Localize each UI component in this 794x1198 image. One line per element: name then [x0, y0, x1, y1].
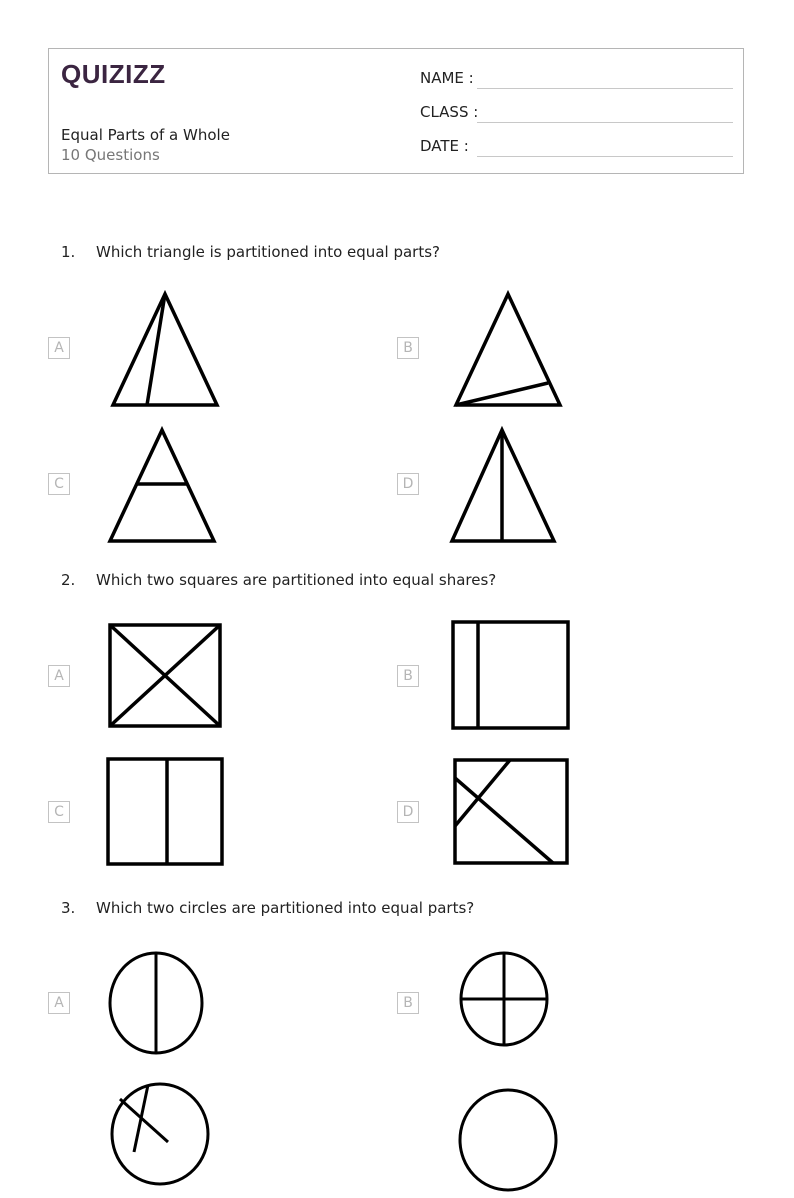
circle-quarters-figure [457, 950, 551, 1048]
quizizz-logo: QUIZIZZ [61, 59, 166, 89]
square-unequal-crossing-lines-figure [453, 758, 571, 866]
name-field[interactable] [420, 69, 474, 87]
question-number: 1. [61, 243, 76, 261]
date-field[interactable] [420, 137, 469, 155]
question-2 [61, 571, 496, 589]
question-count: 10 Questions [61, 146, 160, 164]
worksheet-header [48, 48, 744, 174]
worksheet-title: Equal Parts of a Whole [61, 126, 230, 144]
option-d-box[interactable]: D [397, 801, 419, 823]
option-a-box[interactable]: A [48, 337, 70, 359]
option-c-box[interactable]: C [48, 801, 70, 823]
date-input-line[interactable] [477, 156, 733, 157]
question-number: 3. [61, 899, 76, 917]
option-a-box[interactable]: A [48, 992, 70, 1014]
question-1 [61, 243, 440, 261]
option-a-box[interactable]: A [48, 665, 70, 687]
circle-vertical-diameter-figure [106, 950, 206, 1056]
circle-figure [456, 1088, 560, 1198]
name-label: NAME : [420, 69, 474, 87]
class-label: CLASS : [420, 103, 479, 121]
date-label: DATE : [420, 137, 469, 155]
triangle-unequal-slanted-line-figure [110, 290, 220, 410]
question-text: Which two squares are partitioned into equal shares? [96, 571, 497, 589]
class-input-line[interactable] [477, 122, 733, 123]
option-d-box[interactable]: D [397, 473, 419, 495]
option-b-box[interactable]: B [397, 337, 419, 359]
triangle-unequal-corner-line-figure [453, 290, 563, 410]
question-number: 2. [61, 571, 76, 589]
question-3 [61, 899, 474, 917]
triangle-vertical-center-line-figure [449, 426, 559, 546]
square-vertical-center-line-figure [106, 757, 226, 867]
question-text: Which triangle is partitioned into equal parts? [96, 243, 440, 261]
circle-unequal-lines-figure [108, 1082, 212, 1192]
option-b-box[interactable]: B [397, 665, 419, 687]
option-b-box[interactable]: B [397, 992, 419, 1014]
option-c-box[interactable]: C [48, 473, 70, 495]
name-input-line[interactable] [477, 88, 733, 89]
class-field[interactable] [420, 103, 478, 121]
question-text: Which two circles are partitioned into equal parts? [96, 899, 475, 917]
triangle-horizontal-line-figure [107, 426, 217, 546]
square-diagonals-figure [108, 623, 224, 729]
square-unequal-vertical-line-figure [451, 620, 571, 732]
